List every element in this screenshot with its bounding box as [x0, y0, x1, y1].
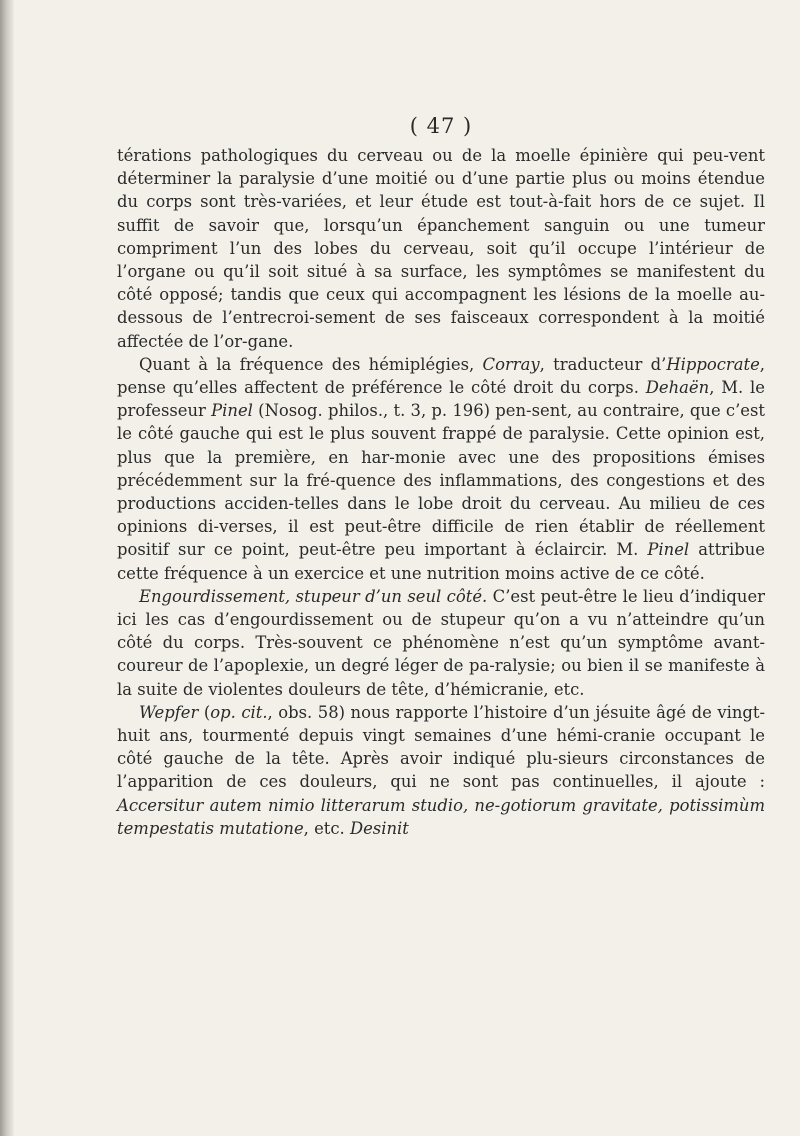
- text-run: C’est peut-être le lieu d’indiquer ici les cas d’engourdissement ou de stupeur qu’on a vu n’atteindre qu’un côté du corps. Très-souvent ce phénomène n’est qu’un symptôme avant-coureur de l’apoplexie, un degré léger de pa-ralysie; ou bien il se manifeste à la suite de violentes douleurs de tête, d’hémicranie, etc.: [117, 586, 765, 699]
- text-run: , obs. 58) nous rapporte l’histoire d’un jésuite âgé de vingt-huit ans, tourmenté depuis vingt semaines d’une hémi-cranie occupant le côté gauche de la tête. Après avoir indiqué plu-sieurs circonstances de l’apparition de ces douleurs, qui ne sont pas continuelles, il ajoute :: [117, 702, 765, 792]
- text-run: , pense qu’elles affectent de préférence le côté droit du corps.: [117, 354, 765, 398]
- latin-quote: Desinit: [349, 818, 409, 838]
- paragraph-1: térations pathologiques du cerveau ou de la moelle épinière qui peu-vent déterminer la paralysie d’une moitié ou d’une partie plus ou moins étendue du corps sont très-variées, et leur étude est tout-à-fait hors de ce sujet. Il suffit de savoir que, lorsqu’un épanchement sanguin ou une tumeur compriment l’un des lobes du cerveau, soit qu’il occupe l’intérieur de l’organe ou qu’il soit situé à sa surface, les symptômes se manifestent du côté opposé; tandis que ceux qui accompagnent les lésions de la moelle au-dessous de l’entrecroi-sement de ses faisceaux correspondent à la moitié affectée de l’or-gane.: [117, 146, 765, 351]
- book-page: [117, 114, 765, 840]
- text-run: , M. le professeur: [117, 378, 765, 421]
- paragraph-4: [117, 701, 765, 840]
- text-run: Quant à la fréquence des hémiplégies,: [139, 354, 483, 374]
- text-run: attribue cette fréquence à un exercice et une nutrition moins active de ce côté.: [117, 540, 765, 583]
- text-run: (Nosog. philos., t. 3, p. 196) pen-sent, au contraire, que c’est le côté gauche qui est le plus souvent frappé de paralysie. Cette opinion est, plus que la première, en har-monie avec une des propositions émises précédemment sur la fré-quence des inflammations, des congestions et des productions acciden-telles dans le lobe droit du cerveau. Au milieu de ces opinions di-verses, il est peut-être difficile de rien établir de réellement positif sur ce point, peut-être peu important à éclaircir. M.: [117, 401, 765, 560]
- author-name: Dehaën: [645, 378, 710, 398]
- page-edge-shadow: [0, 0, 14, 1136]
- text-run: (: [198, 702, 211, 722]
- text-run: , etc.: [303, 818, 350, 838]
- author-name: Pinel: [647, 540, 690, 560]
- page-number: ( 47 ): [409, 114, 473, 138]
- citation: op. cit.: [210, 702, 268, 722]
- paragraph-3: [117, 585, 765, 701]
- author-name: Hippocrate: [666, 354, 760, 374]
- latin-quote: Accersitur autem nimio litterarum studio, ne-gotiorum gravitate, potissimùm tempestatis mutatione: [117, 795, 765, 838]
- paragraph-2: [117, 353, 765, 585]
- text-run: , traducteur d’: [539, 354, 667, 374]
- author-name: Pinel: [211, 401, 253, 421]
- author-name: Wepfer: [139, 702, 199, 722]
- section-heading: Engourdissement, stupeur d’un seul côté.: [139, 586, 488, 606]
- author-name: Corray: [482, 354, 540, 374]
